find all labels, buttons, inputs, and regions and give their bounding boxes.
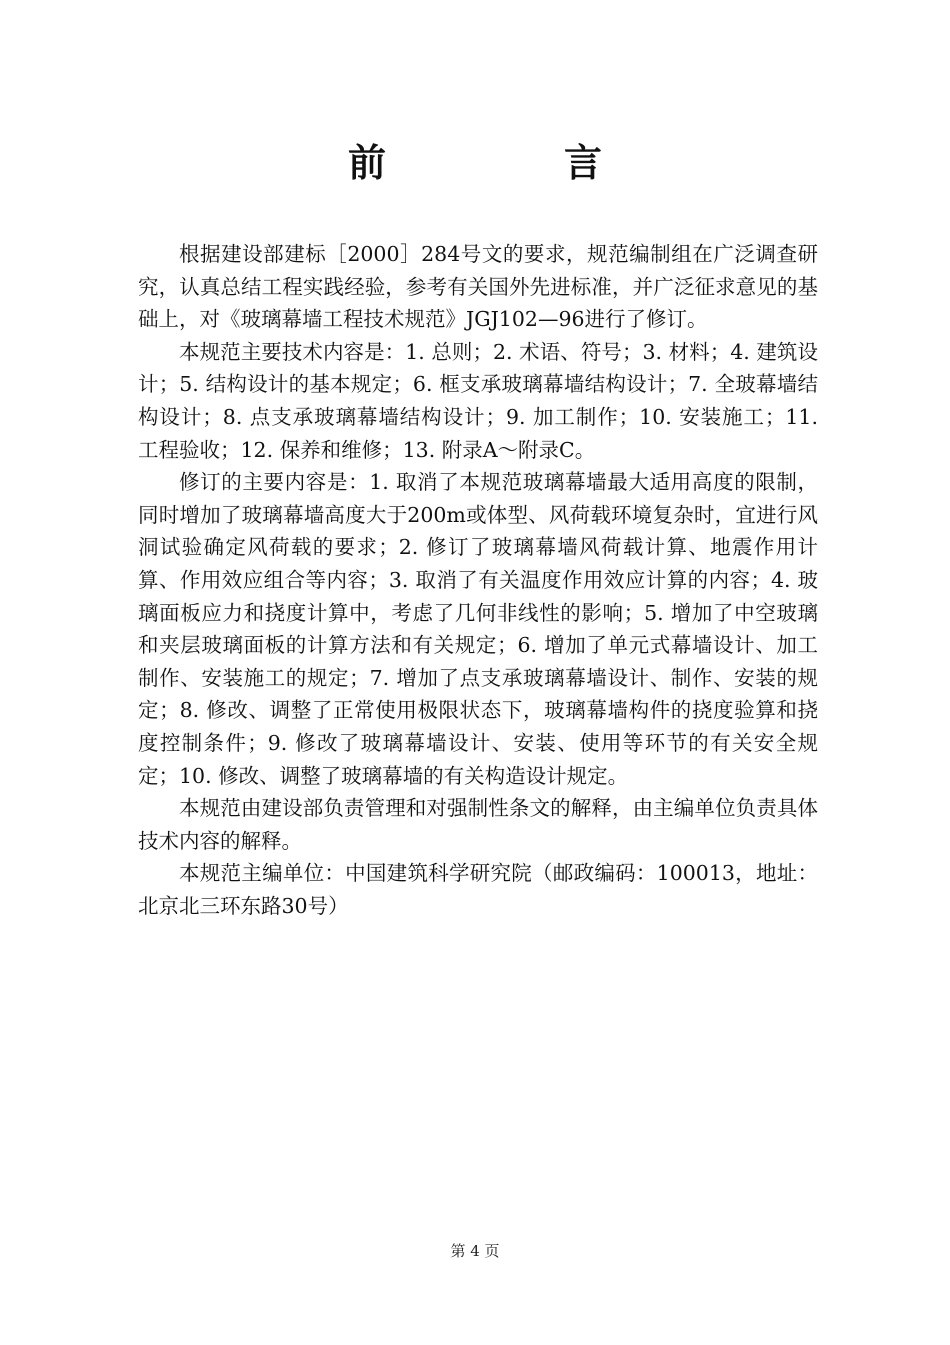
paragraph-chief-editor: 本规范主编单位：中国建筑科学研究院（邮政编码：100013，地址：北京北三环东路30号） bbox=[138, 861, 818, 918]
paragraph-revision-contents: 修订的主要内容是：1. 取消了本规范玻璃幕墙最大适用高度的限制，同时增加了玻璃幕墙高度大于200m或体型、风荷载环境复杂时，宜进行风洞试验确定风荷载的要求；2. 修订了玻璃幕墙风荷载计算、地震作用计算、作用效应组合等内容；3. 取消了有关温度作用效应计算的内容；4. 玻璃面板应力和挠度计算中，考虑了几何非线性的影响；5. 增加了中空玻璃和夹层玻璃面板的计算方法和有关规定；6. 增加了单元式幕墙设计、加工制作、安装施工的规定；7. 增加了点支承玻璃幕墙设计、制作、安装的规定；8. 修改、调整了正常使用极限状态下，玻璃幕墙构件的挠度验算和挠度控制条件；9. 修改了玻璃幕墙设计、安装、使用等环节的有关安全规定；10. 修改、调整了玻璃幕墙的有关构造设计规定。 bbox=[138, 470, 818, 788]
preface-body bbox=[138, 238, 818, 922]
page-title: 前 言 bbox=[347, 140, 672, 185]
paragraph-management: 本规范由建设部负责管理和对强制性条文的解释，由主编单位负责具体技术内容的解释。 bbox=[138, 796, 818, 853]
paragraph-main-contents: 本规范主要技术内容是：1. 总则；2. 术语、符号；3. 材料；4. 建筑设计；5. 结构设计的基本规定；6. 框支承玻璃幕墙结构设计；7. 全玻幕墙结构设计；8. 点支承玻璃幕墙结构设计；9. 加工制作；10. 安装施工；11. 工程验收；12. 保养和维修；13. 附录A～附录C。 bbox=[138, 339, 818, 462]
paragraph-revision-basis: 根据建设部建标［2000］284号文的要求，规范编制组在广泛调查研究，认真总结工程实践经验，参考有关国外先进标准，并广泛征求意见的基础上，对《玻璃幕墙工程技术规范》JGJ102—96进行了修订。 bbox=[138, 242, 818, 332]
page-number: 第 4 页 bbox=[450, 1242, 500, 1260]
